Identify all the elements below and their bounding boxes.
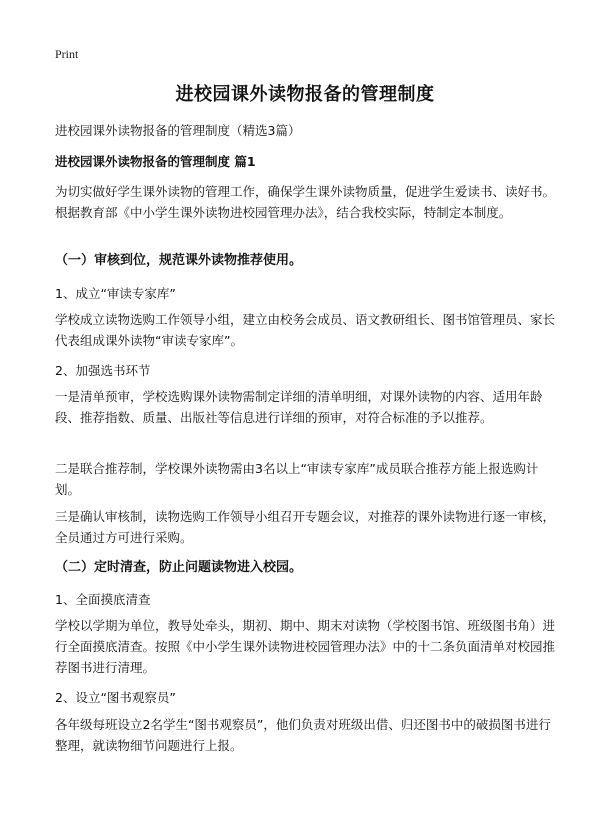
section1-heading: （一）审核到位，规范课外读物推荐使用。	[55, 253, 303, 268]
intro-paragraph: 为切实做好学生课外读物的管理工作，确保学生课外读物质量，促进学生爱读书、读好书。根据教育部《中小学生课外读物进校园管理办法》，结合我校实际，特制定本制度。	[55, 184, 556, 220]
document-subtitle: 进校园课外读物报备的管理制度（精选3篇）	[55, 123, 301, 138]
section2-heading: （二）定时清查，防止问题读物进入校园。	[55, 560, 303, 575]
section1-paragraph-2: 二是联合推荐制，学校课外读物需由3名以上“审读专家库”成员联合推荐方能上报选购计划。	[55, 461, 539, 497]
section2-item2-title: 2、设立“图书观察员”	[55, 690, 176, 705]
section2-item1-title: 1、全面摸底清查	[55, 592, 151, 607]
section1-paragraph-3: 三是确认审核制，读物选购工作领导小组召开专题会议，对推荐的课外读物进行逐一审核，全员通过方可进行采购。	[55, 509, 556, 545]
section2-item1-text: 学校以学期为单位，教导处牵头，期初、期中、期末对读物（学校图书馆、班级图书角）进行全面摸底清查。按照《中小学生课外读物进校园管理办法》中的十二条负面清单对校园推荐图书进行清理。	[55, 618, 556, 675]
print-link[interactable]: Print	[55, 47, 79, 61]
section1-paragraph-1: 一是清单预审，学校选购课外读物需制定详细的清单明细，对课外读物的内容、适用年龄段、推荐指数、质量、出版社等信息进行详细的预审，对符合标准的予以推荐。	[55, 389, 543, 425]
section1-item1-title: 1、成立“审读专家库”	[55, 286, 176, 301]
section2-item2-text: 各年级每班设立2名学生“图书观察员”，他们负责对班级出借、归还图书中的破损图书进行整理，就读物细节问题进行上报。	[55, 717, 551, 753]
section1-item1-text: 学校成立读物选购工作领导小组，建立由校务会成员、语文教研组长、图书馆管理员、家长代表组成课外读物“审读专家库”。	[55, 312, 556, 348]
article-heading: 进校园课外读物报备的管理制度 篇1	[55, 154, 256, 169]
page-title: 进校园课外读物报备的管理制度	[175, 84, 435, 105]
section1-item2-title: 2、加强选书环节	[55, 363, 151, 378]
